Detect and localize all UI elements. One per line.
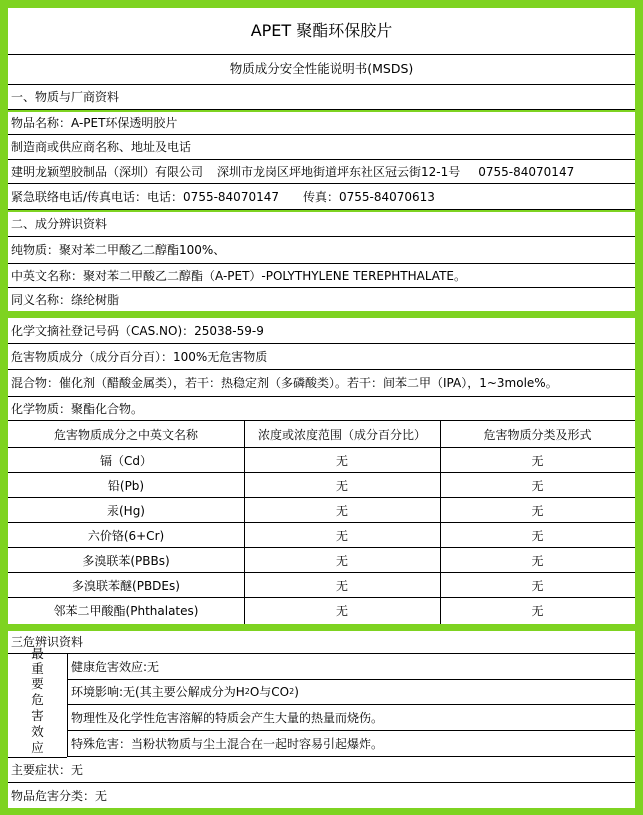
company-line [8,160,635,184]
table-cell-substance: 汞(Hg) [8,498,244,523]
table-header-classification: 危害物质分类及形式 [440,421,635,448]
document-title: APET 聚酯环保胶片 [8,8,635,55]
env-text-suffix: ) [294,685,299,699]
synonym: 同义名称：绦纶树脂 [11,292,120,307]
table-header-concentration: 浓度或浓度范围（成分百分比） [244,421,440,448]
table-cell-classification: 无 [440,548,635,573]
substance-names: 中英文名称：聚对苯二甲酸乙二醇酯（A-PET）-POLYTHYLENE TEREPHTHALATE。 [8,264,635,288]
side-label-char: 危 [31,692,44,707]
company-phone: 0755-84070147 [478,164,575,179]
table-cell-classification: 无 [440,573,635,598]
health-effects: 健康危害效应:无 [68,654,635,680]
table-cell-classification: 无 [440,448,635,473]
table-cell-classification: 无 [440,523,635,548]
environmental-impact [68,680,635,705]
env-text-prefix: 环境影响:无(其主要公解成分为H [71,685,245,699]
table-cell-substance: 铅(Pb) [8,473,244,498]
env-subscript-1: 2 [244,687,250,696]
hazard-substance-table [8,421,635,624]
table-cell-concentration: 无 [244,473,440,498]
table-cell-substance: 多溴联苯(PBBs) [8,548,244,573]
table-cell-concentration: 无 [244,523,440,548]
side-label-char: 效 [31,724,44,739]
document-subtitle: 物质成分安全性能说明书(MSDS) [8,55,635,85]
table-cell-substance: 六价铬(6+Cr) [8,523,244,548]
section1-heading: 一、物质与厂商资料 [8,85,635,110]
table-cell-concentration: 无 [244,448,440,473]
main-symptoms: 主要症状：无 [8,757,635,783]
table-cell-concentration: 无 [244,548,440,573]
table-cell-classification: 无 [440,473,635,498]
most-important-hazard-label [8,646,67,758]
table-cell-substance: 镉（Cd） [8,448,244,473]
msds-panel-2 [8,318,635,624]
company-address: 深圳市龙岗区坪地街道坪东社区冠云街12-1号 [217,164,461,179]
physical-chemical-hazard: 物理性及化学性危害溶解的特质会产生大量的热量而烧伤。 [68,705,635,731]
special-hazard: 特殊危害：当粉状物质与尘土混合在一起时容易引起爆炸。 [68,731,635,757]
emergency-contact: 紧急联络电话/传真电话：电话：0755-84070147 传真：0755-84070613 [8,184,635,210]
table-cell-classification: 无 [531,604,544,618]
product-name: 物品名称：A-PET环保透明胶片 [8,112,635,135]
manufacturer-label: 制造商或供应商名称、地址及电话 [8,135,635,160]
side-label-char: 要 [31,676,44,691]
env-text-mid: O与CO [249,685,290,699]
msds-panel-1 [8,8,635,311]
table-cell-substance: 多溴联苯醚(PBDEs) [8,573,244,598]
side-label-char: 重 [31,661,44,676]
table-cell-concentration: 无 [244,573,440,598]
table-header-name: 危害物质成分之中英文名称 [8,421,244,448]
side-label-char: 应 [31,740,44,755]
side-label-char: 最 [31,646,44,661]
section2-heading: 二、成分辨识资料 [8,212,635,237]
mixture: 混合物：催化剂（醋酸金属类），若干：热稳定剂（多磷酸类）。若干：间苯二甲（IPA），1~3mole%。 [8,370,635,397]
chemical-substance: 化学物质：聚酯化合物。 [8,397,635,421]
section3-heading: 三危辨识资料 [8,631,635,654]
table-cell-concentration: 无 [244,498,440,523]
side-label-char: 害 [31,708,44,723]
table-cell-concentration: 无 [335,604,348,618]
cas-number: 化学文摘社登记号码（CAS.NO)：25038-59-9 [8,318,635,344]
msds-panel-3 [8,631,635,808]
company-name: 建明龙颖塑胶制品（深圳）有限公司 [11,164,204,179]
hazard-classification: 物品危害分类：无 [11,788,108,803]
hazard-percentage: 危害物质成分（成分百分百）：100%无危害物质 [8,344,635,370]
env-subscript-2: 2 [289,687,295,696]
pure-substance: 纯物质：聚对苯二甲酸乙二醇酯100%、 [8,237,635,264]
table-cell-classification: 无 [440,498,635,523]
table-cell-substance: 邻苯二甲酸酯(Phthalates) [53,604,199,618]
